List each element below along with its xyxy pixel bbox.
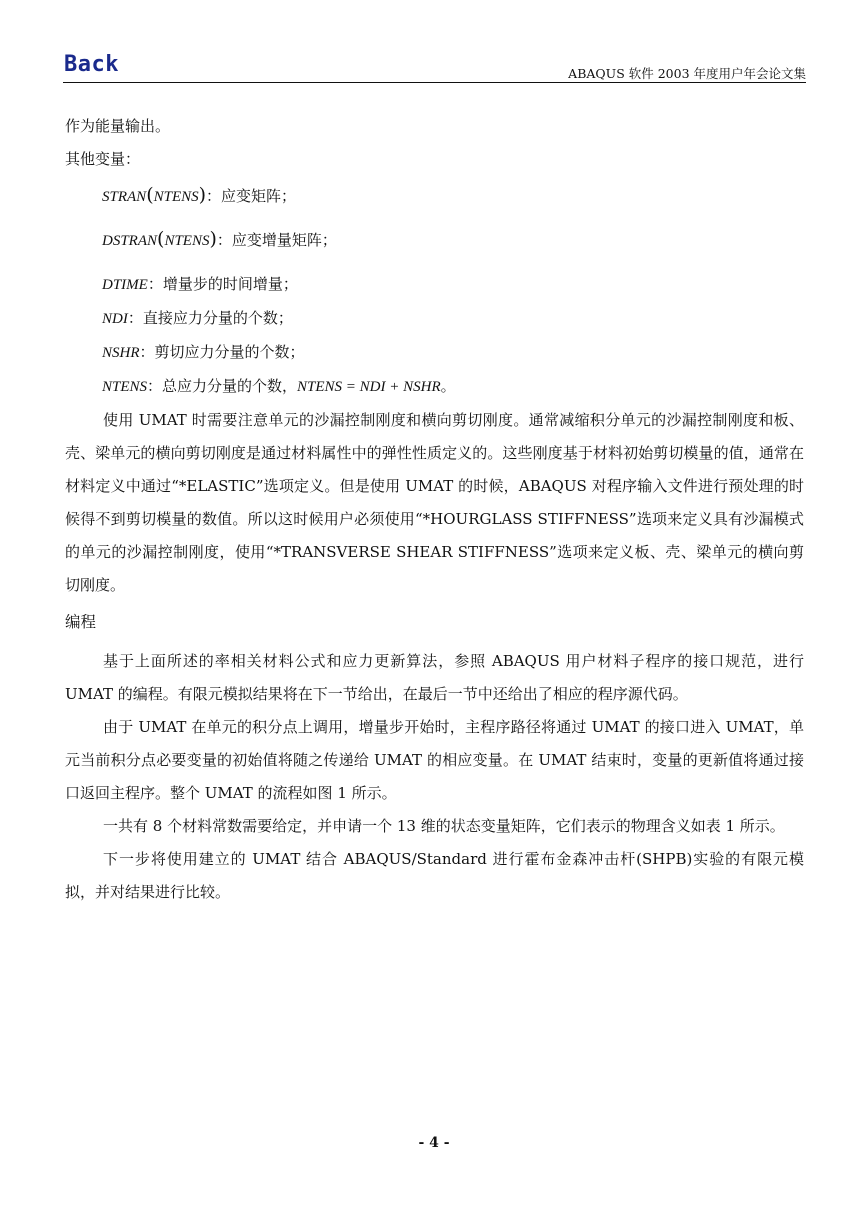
paragraph-umat-stiffness: 使用 UMAT 时需要注意单元的沙漏控制刚度和横向剪切刚度。通常减缩积分单元的沙漏控制刚度和板、壳、梁单元的横向剪切刚度是通过材料属性中的弹性性质定义的。这些刚度基于材料初始剪切模量的值，通常在材料定义中通过“*ELASTIC”选项定义。但是使用 UMAT 的时候，ABAQUS 对程序输入文件进行预处理的时候得不到剪切模量的数值。所以这时候用户必须使用“*HOURGLASS STIFFNESS”选项来定义具有沙漏模式的单元的沙漏控制刚度，使用“*TRANSVERSE SHEAR STIFFNESS”选项来定义板、壳、梁单元的横向剪切刚度。 — [65, 411, 804, 594]
variable-item — [102, 302, 804, 336]
variable-list — [65, 176, 804, 404]
page-number: - 4 - — [418, 1135, 450, 1151]
paragraph-next-step: 下一步将使用建立的 UMAT 结合 ABAQUS/Standard 进行霍布金森冲击杆(SHPB)实验的有限元模拟，并对结果进行比较。 — [65, 850, 804, 901]
header-divider — [63, 82, 806, 83]
text-line: 作为能量输出。 — [65, 117, 171, 135]
text-line: 其他变量： — [65, 150, 141, 168]
variable-item — [102, 268, 804, 302]
section-heading: 编程 — [65, 613, 97, 631]
variable-arg: NTENS — [153, 189, 199, 205]
variable-desc: ：总应力分量的个数， — [147, 377, 298, 395]
conference-title: ABAQUS 软件 2003 年度用户年会论文集 — [568, 66, 806, 81]
variable-desc: ：直接应力分量的个数； — [127, 309, 293, 327]
variable-name: NDI — [102, 311, 128, 327]
variable-name: NTENS — [102, 379, 148, 395]
variable-desc: ：剪切应力分量的个数； — [139, 343, 305, 361]
variable-name: DTIME — [102, 277, 148, 293]
paragraph-flow: 由于 UMAT 在单元的积分点上调用，增量步开始时，主程序路径将通过 UMAT 的接口进入 UMAT，单元当前积分点必要变量的初始值将随之传递给 UMAT 的相应变量。在 UMAT 结束时，变量的更新值将通过接口返回主程序。整个 UMAT 的流程如图 1 所示。 — [65, 718, 804, 802]
variable-desc: ：应变增量矩阵； — [216, 231, 337, 249]
variable-arg: NTENS — [164, 233, 210, 249]
equation: NTENS = NDI + NSHR — [297, 379, 441, 395]
variable-name: DSTRAN — [102, 233, 158, 249]
variable-name: NSHR — [102, 345, 140, 361]
variable-desc: ：应变矩阵； — [206, 187, 297, 205]
page-content — [65, 110, 804, 909]
paragraph-constants: 一共有 8 个材料常数需要给定，并申请一个 13 维的状态变量矩阵，它们表示的物理含义如表 1 所示。 — [103, 817, 785, 835]
variable-name: STRAN — [102, 189, 147, 205]
variable-item: DSTRAN(NTENS)：应变增量矩阵； — [102, 228, 337, 250]
variable-desc: ：增量步的时间增量； — [147, 275, 298, 293]
variable-item: NTENS：总应力分量的个数，NTENS = NDI + NSHR。 — [102, 377, 456, 395]
paragraph-programming: 基于上面所述的率相关材料公式和应力更新算法，参照 ABAQUS 用户材料子程序的接口规范，进行 UMAT 的编程。有限元模拟结果将在下一节给出，在最后一节中还给出了相应的程序源代码。 — [65, 652, 804, 703]
back-link[interactable]: Back — [64, 52, 119, 77]
variable-item: STRAN(NTENS)：应变矩阵； — [102, 184, 297, 206]
variable-item — [102, 336, 804, 370]
